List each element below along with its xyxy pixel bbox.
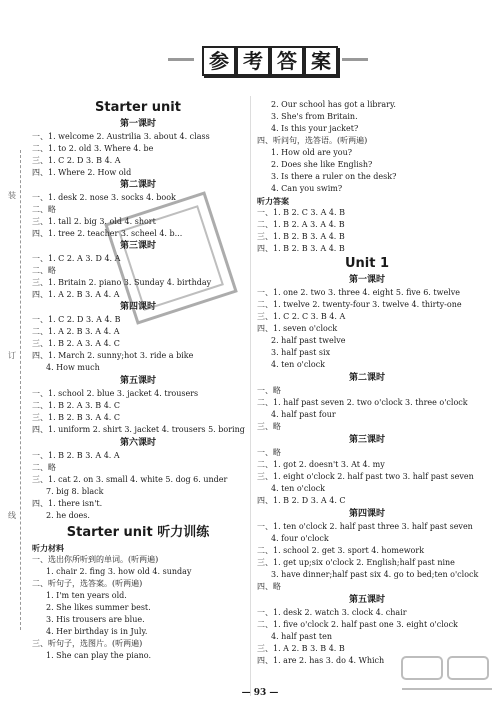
answer-line: 4. four o'clock [271,534,329,543]
answer-line: 二、1. B 2. A 3. A 4. B [257,220,345,229]
answer-line: 二、1. B 2. A 3. B 4. C [32,401,120,410]
lesson-heading: 第五课时 [119,376,156,386]
answer-line: 3. His trousers are blue. [46,615,145,624]
answer-line: 三、1. cat 2. on 3. small 4. white 5. dog 6. under [32,475,228,484]
answer-line: 4. Can you swim? [271,184,343,193]
banner-char: 案 [304,46,338,76]
lesson-heading: 第五课时 [348,595,385,605]
answer-line: 一、1. C 2. D 3. A 4. B [32,315,121,324]
answer-line: 一、1. welcome 2. Austrilia 3. about 4. class [32,132,210,141]
answer-line: 四、听问句，选答语。(听两遍) [257,136,368,145]
answer-line: 四、1. tree 2. teacher 3. scheel 4. b... [32,229,183,238]
answer-line: 四、1. there isn't. [32,499,103,508]
lesson-heading: 第二课时 [119,180,156,190]
answer-line: 三、略 [257,422,281,431]
answer-line: 4. ten o'clock [271,484,326,493]
answer-line: 三、1. Britain 2. piano 3. Sunday 4. birthday [32,278,212,287]
lesson-heading: 第一课时 [119,119,156,129]
answer-line: 三、1. A 2. B 3. B 4. B [257,644,345,653]
banner-ornament-left [168,58,194,61]
answer-line: 二、略 [32,463,56,472]
site-watermark-logo [400,655,495,700]
answer-line: 三、1. tall 2. big 3. old 4. short [32,217,156,226]
binding-margin [6,150,21,630]
answer-line: 四、1. are 2. has 3. do 4. Which [257,656,385,665]
answer-line: 1. I'm ten years old. [46,591,127,600]
column-divider [250,96,251,696]
answer-key-banner [198,44,338,76]
answer-line: 3. Is there a ruler on the desk? [271,172,397,181]
answer-line: 4. ten o'clock [271,360,326,369]
answer-line: 一、略 [257,448,281,457]
answer-line: 四、1. seven o'clock [257,324,338,333]
lesson-heading: 第一课时 [348,275,385,285]
answer-line: 3. have dinner;half past six 4. go to bed;ten o'clock [271,570,479,579]
lesson-heading: 第六课时 [119,438,156,448]
binding-char: 线 [8,511,16,520]
lesson-heading: 第二课时 [348,373,385,383]
answer-line: 三、1. C 2. D 3. B 4. A [32,156,121,165]
answer-line: 三、1. C 2. C 3. B 4. A [257,312,346,321]
answer-line: 1. She can play the piano. [46,651,152,660]
answer-line: 二、1. half past seven 2. two o'clock 3. three o'clock [257,398,468,407]
answer-line: 3. She's from Britain. [271,112,358,121]
answer-line: 2. Our school has got a library. [271,100,396,109]
answer-line: 一、1. school 2. blue 3. jacket 4. trousers [32,389,199,398]
lesson-heading: 第四课时 [348,509,385,519]
lesson-heading: 第四课时 [119,302,156,312]
answer-line: 四、1. March 2. sunny;hot 3. ride a bike [32,351,194,360]
answer-line: 二、听句子，选答案。(听两遍) [32,579,143,588]
answer-line: 二、1. school 2. get 3. sport 4. homework [257,546,425,555]
answer-line: 三、1. B 2. B 3. A 4. B [257,232,345,241]
unit-heading: Starter unit 听力训练 [66,525,210,540]
answer-line: 7. big 8. black [46,487,104,496]
banner-char: 答 [270,46,304,76]
answer-line: 四、1. B 2. B 3. A 4. B [257,244,345,253]
answer-line: 1. chair 2. fing 3. how old 4. sunday [46,567,192,576]
answer-line: 4. How much [46,363,100,372]
answer-line: 三、1. B 2. B 3. A 4. C [32,413,120,422]
answer-line: 听力答案 [257,196,289,206]
answer-line: 4. Her birthday is in July. [46,627,148,636]
binding-char: 订 [8,351,16,360]
answer-line: 4. Is this your jacket? [271,124,359,133]
page-number: — 93 — [241,688,279,698]
lesson-heading: 第三课时 [348,435,385,445]
answer-line: 二、1. five o'clock 2. half past one 3. eight o'clock [257,620,458,629]
answer-line: 三、1. eight o'clock 2. half past two 3. half past seven [257,472,474,481]
answer-line: 一、1. desk 2. nose 3. socks 4. book [32,193,176,202]
answer-line: 二、1. A 2. B 3. A 4. A [32,327,120,336]
banner-ornament-right [342,58,368,61]
answer-line: 三、1. get up;six o'clock 2. English;half past nine [257,558,455,567]
answer-line: 4. half past ten [271,632,333,641]
answer-line: 一、1. ten o'clock 2. half past three 3. half past seven [257,522,473,531]
lesson-heading: 第三课时 [119,241,156,251]
answer-line: 二、略 [32,205,56,214]
unit-heading: Unit 1 [344,256,390,271]
answer-line: 一、1. one 2. two 3. three 4. eight 5. five 6. twelve [257,288,460,297]
banner-char: 考 [236,46,270,76]
answer-line: 四、1. uniform 2. shirt 3. jacket 4. trousers 5. boring [32,425,245,434]
answer-line: 一、略 [257,386,281,395]
answer-line: 2. Does she like English? [271,160,373,169]
answer-line: 2. She likes summer best. [46,603,151,612]
answer-line: 四、略 [257,582,281,591]
answer-line: 一、1. desk 2. watch 3. clock 4. chair [257,608,407,617]
answer-line: 4. half past four [271,410,336,419]
answer-line: 一、1. C 2. A 3. D 4. A [32,254,121,263]
binding-char: 装 [8,191,16,200]
answer-line: 一、1. B 2. B 3. A 4. A [32,451,120,460]
answer-line: 三、1. B 2. A 3. A 4. C [32,339,120,348]
answer-line: 听力材料 [32,543,64,553]
answer-line: 3. half past six [271,348,331,357]
answer-line: 2. he does. [46,511,90,520]
answer-line: 三、听句子，选图片。(听两遍) [32,639,143,648]
answer-line: 一、1. B 2. C 3. A 4. B [257,208,345,217]
answer-line: 2. half past twelve [271,336,346,345]
answer-line: 一、选出你所听到的单词。(听两遍) [32,555,159,564]
answer-line: 二、1. got 2. doesn't 3. At 4. my [257,460,385,469]
answer-line: 二、1. to 2. old 3. Where 4. be [32,144,154,153]
banner-char: 参 [202,46,236,76]
answer-line: 1. How old are you? [271,148,353,157]
answer-line: 二、1. twelve 2. twenty-four 3. twelve 4. thirty-one [257,300,462,309]
answer-line: 四、1. A 2. B 3. A 4. A [32,290,120,299]
answer-line: 四、1. Where 2. How old [32,168,132,177]
answer-line: 四、1. B 2. D 3. A 4. C [257,496,346,505]
answer-line: 二、略 [32,266,56,275]
unit-heading: Starter unit [95,100,181,115]
